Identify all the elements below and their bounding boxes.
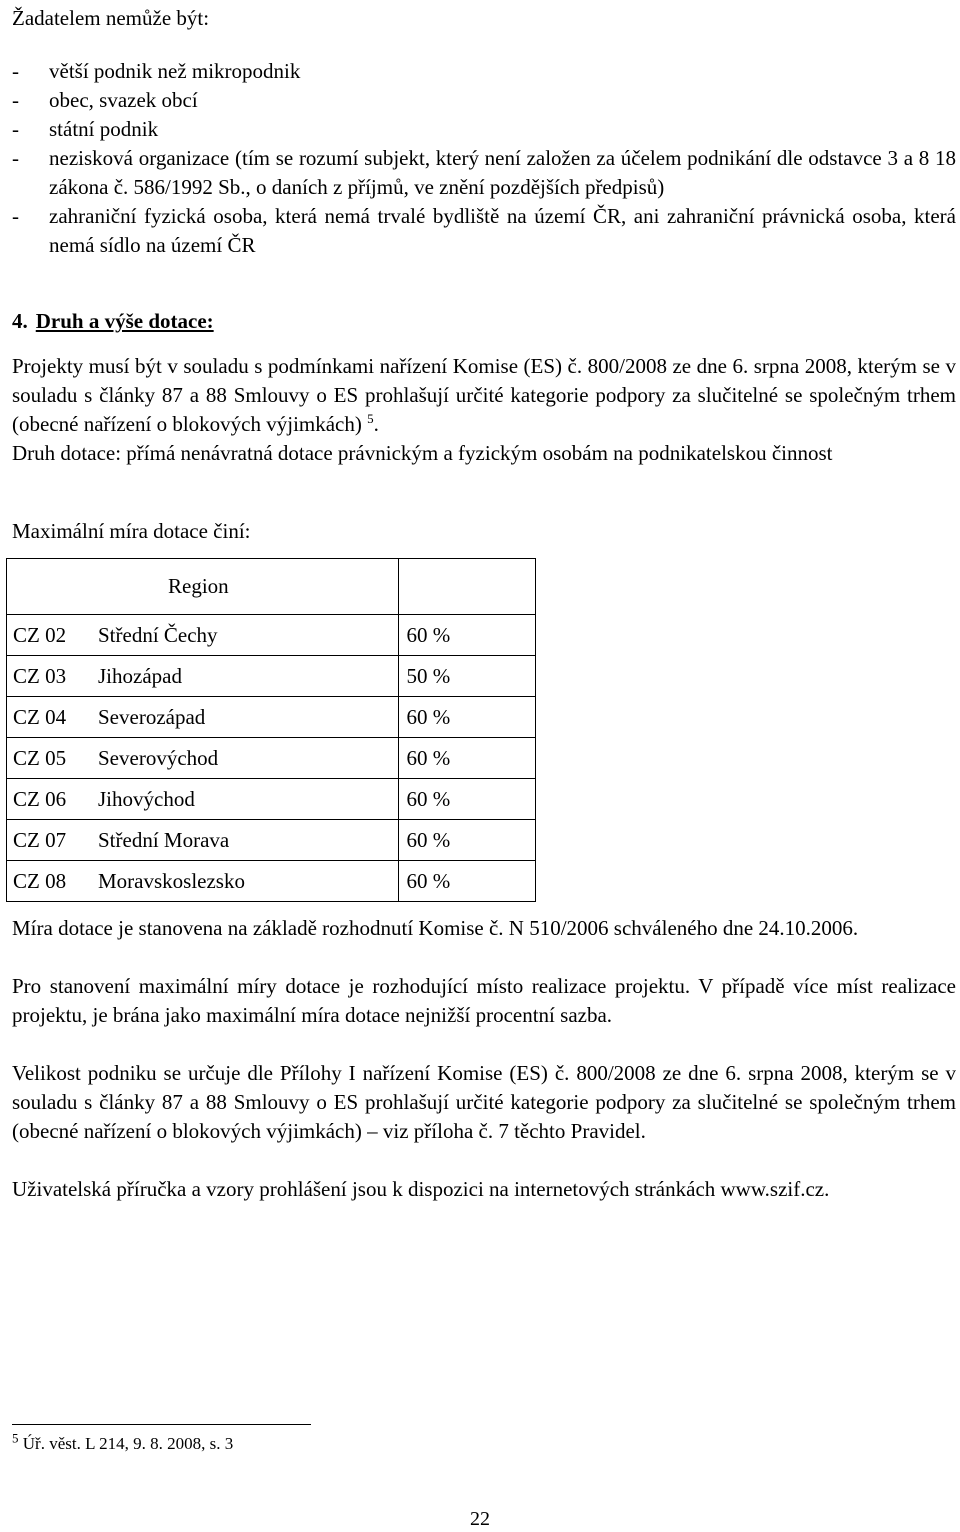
section-heading [12, 307, 956, 336]
table-cell-value: 60 % [398, 861, 536, 902]
paragraph-company-size: Velikost podniku se určuje dle Přílohy I nařízení Komise (ES) č. 800/2008 ze dne 6. srpna 2008, kterým se v souladu s články 87 a 88 Smlouvy o ES prohlašují určité kategorie podpory za slučitelné se společným trhem (obecné nařízení o blokových výjimkách) – viz příloha č. 7 těchto Pravidel. [12, 1061, 956, 1143]
list-dash: - [12, 88, 19, 112]
table-row [7, 820, 536, 861]
page-number: 22 [470, 1508, 490, 1530]
region-name: Severozápad [98, 704, 206, 729]
region-name: Moravskoslezsko [98, 868, 245, 893]
table-cell-region [7, 779, 399, 820]
table-cell-region [7, 738, 399, 779]
document-page [12, 4, 956, 1204]
table-cell-value: 60 % [398, 738, 536, 779]
table-row [7, 779, 536, 820]
footnote [12, 1430, 234, 1455]
table-header-row [7, 559, 536, 615]
list-dash: - [12, 117, 19, 141]
region-name: Jihozápad [98, 663, 182, 688]
table-cell-region [7, 656, 399, 697]
section-title: Druh a výše dotace: [35, 309, 214, 333]
list-item-text: zahraniční fyzická osoba, která nemá trvalé bydliště na území ČR, ani zahraniční právnická osoba, která nemá sídlo na území ČR [49, 204, 956, 257]
list-item-text: větší podnik než mikropodnik [49, 59, 301, 83]
table-cell-value: 50 % [398, 656, 536, 697]
list-item [12, 144, 956, 202]
table-cell-value: 60 % [398, 820, 536, 861]
dotace-type-paragraph: Druh dotace: přímá nenávratná dotace právnickým a fyzickým osobám na podnikatelskou činnost [12, 441, 833, 465]
rate-table [6, 558, 536, 902]
table-cell-region [7, 697, 399, 738]
list-dash: - [12, 204, 19, 228]
region-name: Střední Čechy [98, 622, 218, 647]
region-code: CZ 07 [13, 827, 67, 852]
region-code: CZ 02 [13, 622, 67, 647]
list-dash: - [12, 59, 19, 83]
region-name: Severovýchod [98, 745, 219, 770]
list-item [12, 202, 956, 260]
paragraph-commission-decision: Míra dotace je stanovena na základě rozhodnutí Komise č. N 510/2006 schváleného dne 24.10.2006. [12, 916, 859, 940]
table-cell-value: 60 % [398, 697, 536, 738]
projects-end: . [373, 412, 379, 436]
max-rate-heading: Maximální míra dotace činí: [12, 519, 251, 543]
list-item [12, 86, 956, 115]
table-row [7, 738, 536, 779]
list-item-text: státní podnik [49, 117, 159, 141]
section-number: 4. [12, 309, 28, 333]
list-item-text: obec, svazek obcí [49, 88, 198, 112]
footnote-separator [12, 1424, 311, 1425]
region-name: Jihovýchod [98, 786, 195, 811]
region-code: CZ 06 [13, 786, 67, 811]
list-item-text: nezisková organizace (tím se rozumí subjekt, který není založen za účelem podnikání dle odstavce 3 a 8 18 zákona č. 586/1992 Sb., o daních z příjmů, ve znění pozdějších předpisů) [49, 146, 956, 199]
paragraph-user-guide: Uživatelská příručka a vzory prohlášení jsou k dispozici na internetových stránkách www.szif.cz. [12, 1177, 830, 1201]
region-code: CZ 08 [13, 868, 67, 893]
region-code: CZ 05 [13, 745, 67, 770]
region-header-label: Region [168, 574, 229, 598]
list-item [12, 57, 956, 86]
region-name: Střední Morava [98, 827, 230, 852]
list-dash: - [12, 146, 19, 170]
projects-text: Projekty musí být v souladu s podmínkami nařízení Komise (ES) č. 800/2008 ze dne 6. srpna 2008, kterým se v souladu s články 87 a 88 Smlouvy o ES prohlašují určité kategorie podpory za slučitelné se společným trhem (obecné nařízení o blokových výjimkách) [12, 354, 956, 436]
table-header-region [7, 559, 399, 615]
table-cell-region [7, 820, 399, 861]
table-row [7, 697, 536, 738]
table-cell-value: 60 % [398, 615, 536, 656]
region-code: CZ 04 [13, 704, 67, 729]
projects-paragraph [12, 352, 956, 439]
footnote-text: Úř. věst. L 214, 9. 8. 2008, s. 3 [22, 1434, 234, 1453]
footnote-reference: 5 [367, 411, 374, 426]
table-cell-value: 60 % [398, 779, 536, 820]
paragraph-location: Pro stanovení maximální míry dotace je rozhodující místo realizace projektu. V případě více míst realizace projektu, je brána jako maximální míra dotace nejnižší procentní sazba. [12, 974, 956, 1027]
table-row [7, 656, 536, 697]
table-cell-region [7, 615, 399, 656]
table-cell-region [7, 861, 399, 902]
intro-text: Žadatelem nemůže být: [12, 6, 210, 30]
footnote-number: 5 [12, 1430, 19, 1446]
table-row [7, 861, 536, 902]
region-code: CZ 03 [13, 663, 67, 688]
exclusion-list [12, 57, 956, 260]
list-item [12, 115, 956, 144]
table-row [7, 615, 536, 656]
table-header-value [398, 559, 536, 615]
